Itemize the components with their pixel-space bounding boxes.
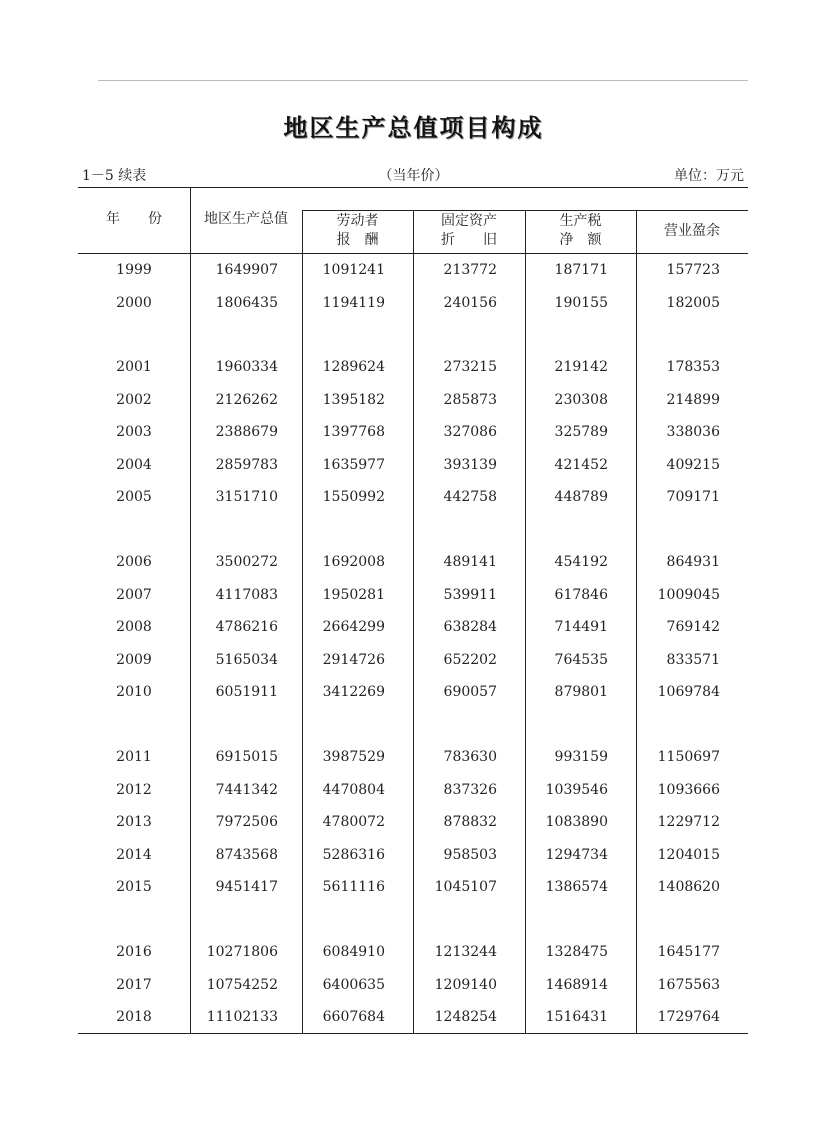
header-year: 年 份 <box>106 211 162 227</box>
cell-depreciation: 1213244 <box>434 944 497 960</box>
header-line: 净 额 <box>559 232 602 248</box>
cell-net-production-tax: 219142 <box>554 359 608 375</box>
cell-operating-surplus: 338036 <box>666 424 720 440</box>
unit-label: 单位：万元 <box>674 168 744 184</box>
cell-depreciation: 837326 <box>443 781 497 798</box>
cell-labor-compensation: 1194119 <box>322 294 385 311</box>
cell-year: 2003 <box>116 424 152 440</box>
cell-labor-compensation: 1550992 <box>322 489 385 505</box>
cell-depreciation: 638284 <box>443 619 497 635</box>
cell-labor-compensation: 3987529 <box>322 749 385 765</box>
cell-depreciation: 240156 <box>443 294 497 311</box>
cell-year: 2011 <box>116 749 152 765</box>
cell-labor-compensation: 3412269 <box>322 684 385 700</box>
cell-net-production-tax: 617846 <box>554 586 608 603</box>
cell-labor-compensation: 5286316 <box>322 846 385 863</box>
cell-depreciation: 327086 <box>443 424 497 440</box>
header-depreciation <box>413 212 525 250</box>
cell-year: 2012 <box>116 781 152 798</box>
cell-depreciation: 652202 <box>443 651 497 668</box>
table-id: 1－5 续表 <box>82 168 147 184</box>
cell-operating-surplus: 864931 <box>666 554 720 570</box>
cell-operating-surplus: 182005 <box>666 294 720 311</box>
cell-labor-compensation: 6400635 <box>322 976 385 993</box>
header-line: 固定资产 <box>441 213 497 229</box>
cell-gdp: 1960334 <box>215 359 278 375</box>
cell-depreciation: 442758 <box>443 489 497 505</box>
cell-labor-compensation: 1397768 <box>322 424 385 440</box>
cell-year: 2000 <box>116 294 152 311</box>
cell-operating-surplus: 178353 <box>666 359 720 375</box>
header-labor-compensation <box>302 212 413 250</box>
cell-gdp: 1806435 <box>215 294 278 311</box>
cell-year: 2018 <box>116 1009 152 1025</box>
cell-labor-compensation: 1091241 <box>322 262 385 278</box>
cell-net-production-tax: 1468914 <box>545 976 608 993</box>
cell-operating-surplus: 1675563 <box>657 976 720 993</box>
cell-gdp: 10754252 <box>206 976 278 993</box>
cell-labor-compensation: 4780072 <box>322 814 385 830</box>
cell-year: 2006 <box>116 554 152 570</box>
cell-year: 2004 <box>116 456 152 473</box>
cell-operating-surplus: 1150697 <box>657 749 720 765</box>
cell-operating-surplus: 157723 <box>666 262 720 278</box>
top-rule <box>98 80 748 81</box>
cell-depreciation: 958503 <box>443 846 497 863</box>
cell-year: 2015 <box>116 879 152 895</box>
cell-depreciation: 1045107 <box>434 879 497 895</box>
cell-gdp: 10271806 <box>206 944 278 960</box>
cell-year: 2001 <box>116 359 152 375</box>
cell-labor-compensation: 1692008 <box>322 554 385 570</box>
header-operating-surplus: 营业盈余 <box>664 223 720 239</box>
cell-depreciation: 878832 <box>443 814 497 830</box>
cell-depreciation: 783630 <box>443 749 497 765</box>
cell-gdp: 3500272 <box>215 554 278 570</box>
cell-labor-compensation: 1950281 <box>322 586 385 603</box>
cell-labor-compensation: 1289624 <box>322 359 385 375</box>
column-divider <box>190 187 191 1033</box>
cell-depreciation: 273215 <box>443 359 497 375</box>
cell-net-production-tax: 448789 <box>554 489 608 505</box>
cell-net-production-tax: 1328475 <box>545 944 608 960</box>
cell-year: 1999 <box>116 262 152 278</box>
cell-labor-compensation: 6607684 <box>322 1009 385 1025</box>
cell-gdp: 2859783 <box>215 456 278 473</box>
cell-labor-compensation: 1395182 <box>322 391 385 408</box>
cell-gdp: 5165034 <box>215 651 278 668</box>
cell-depreciation: 539911 <box>443 586 497 603</box>
cell-year: 2016 <box>116 944 152 960</box>
cell-net-production-tax: 714491 <box>554 619 608 635</box>
cell-depreciation: 393139 <box>443 456 497 473</box>
cell-year: 2009 <box>116 651 152 668</box>
cell-depreciation: 1248254 <box>434 1009 497 1025</box>
cell-operating-surplus: 1009045 <box>657 586 720 603</box>
cell-operating-surplus: 1729764 <box>657 1009 720 1025</box>
cell-net-production-tax: 230308 <box>554 391 608 408</box>
cell-net-production-tax: 454192 <box>554 554 608 570</box>
cell-year: 2013 <box>116 814 152 830</box>
price-note: （当年价） <box>378 168 449 184</box>
cell-gdp: 2388679 <box>215 424 278 440</box>
cell-operating-surplus: 1229712 <box>657 814 720 830</box>
cell-gdp: 8743568 <box>215 846 278 863</box>
cell-depreciation: 285873 <box>443 391 497 408</box>
cell-year: 2002 <box>116 391 152 408</box>
cell-labor-compensation: 2664299 <box>322 619 385 635</box>
cell-net-production-tax: 421452 <box>554 456 608 473</box>
cell-depreciation: 690057 <box>443 684 497 700</box>
cell-year: 2017 <box>116 976 152 993</box>
cell-net-production-tax: 993159 <box>554 749 608 765</box>
cell-labor-compensation: 6084910 <box>322 944 385 960</box>
cell-depreciation: 1209140 <box>434 976 497 993</box>
cell-operating-surplus: 833571 <box>666 651 720 668</box>
table-top-rule <box>78 187 748 188</box>
cell-gdp: 1649907 <box>215 262 278 278</box>
header-net-production-tax <box>525 212 636 250</box>
cell-gdp: 4117083 <box>215 586 278 603</box>
cell-net-production-tax: 1083890 <box>545 814 608 830</box>
cell-year: 2010 <box>116 684 152 700</box>
cell-net-production-tax: 1516431 <box>545 1009 608 1025</box>
cell-operating-surplus: 1408620 <box>657 879 720 895</box>
cell-operating-surplus: 1093666 <box>657 781 720 798</box>
cell-gdp: 6051911 <box>215 684 278 700</box>
cell-net-production-tax: 879801 <box>554 684 608 700</box>
cell-operating-surplus: 1645177 <box>657 944 720 960</box>
cell-operating-surplus: 709171 <box>666 489 720 505</box>
header-line: 生产税 <box>559 213 602 229</box>
header-gdp: 地区生产总值 <box>204 211 288 227</box>
cell-operating-surplus: 1204015 <box>657 846 720 863</box>
cell-net-production-tax: 764535 <box>554 651 608 668</box>
cell-net-production-tax: 325789 <box>554 424 608 440</box>
header-line: 报 酬 <box>336 232 379 248</box>
table-bottom-rule <box>78 1033 748 1034</box>
cell-gdp: 3151710 <box>215 489 278 505</box>
cell-gdp: 7441342 <box>215 781 278 798</box>
cell-labor-compensation: 2914726 <box>322 651 385 668</box>
cell-labor-compensation: 1635977 <box>322 456 385 473</box>
cell-gdp: 11102133 <box>206 1009 278 1025</box>
cell-net-production-tax: 1386574 <box>545 879 608 895</box>
cell-operating-surplus: 769142 <box>666 619 720 635</box>
cell-net-production-tax: 187171 <box>554 262 608 278</box>
cell-operating-surplus: 409215 <box>666 456 720 473</box>
cell-gdp: 9451417 <box>215 879 278 895</box>
cell-year: 2014 <box>116 846 152 863</box>
cell-depreciation: 489141 <box>443 554 497 570</box>
cell-net-production-tax: 1039546 <box>545 781 608 798</box>
cell-net-production-tax: 190155 <box>554 294 608 311</box>
cell-year: 2007 <box>116 586 152 603</box>
page-title: 地区生产总值项目构成 <box>283 114 544 142</box>
cell-labor-compensation: 4470804 <box>322 781 385 798</box>
header-line: 折 旧 <box>441 232 497 248</box>
header-line: 劳动者 <box>336 213 379 229</box>
cell-gdp: 6915015 <box>215 749 278 765</box>
cell-depreciation: 213772 <box>443 262 497 278</box>
cell-operating-surplus: 1069784 <box>657 684 720 700</box>
cell-year: 2008 <box>116 619 152 635</box>
cell-gdp: 7972506 <box>215 814 278 830</box>
cell-year: 2005 <box>116 489 152 505</box>
cell-net-production-tax: 1294734 <box>545 846 608 863</box>
cell-gdp: 2126262 <box>215 391 278 408</box>
cell-gdp: 4786216 <box>215 619 278 635</box>
cell-labor-compensation: 5611116 <box>322 879 385 895</box>
cell-operating-surplus: 214899 <box>666 391 720 408</box>
